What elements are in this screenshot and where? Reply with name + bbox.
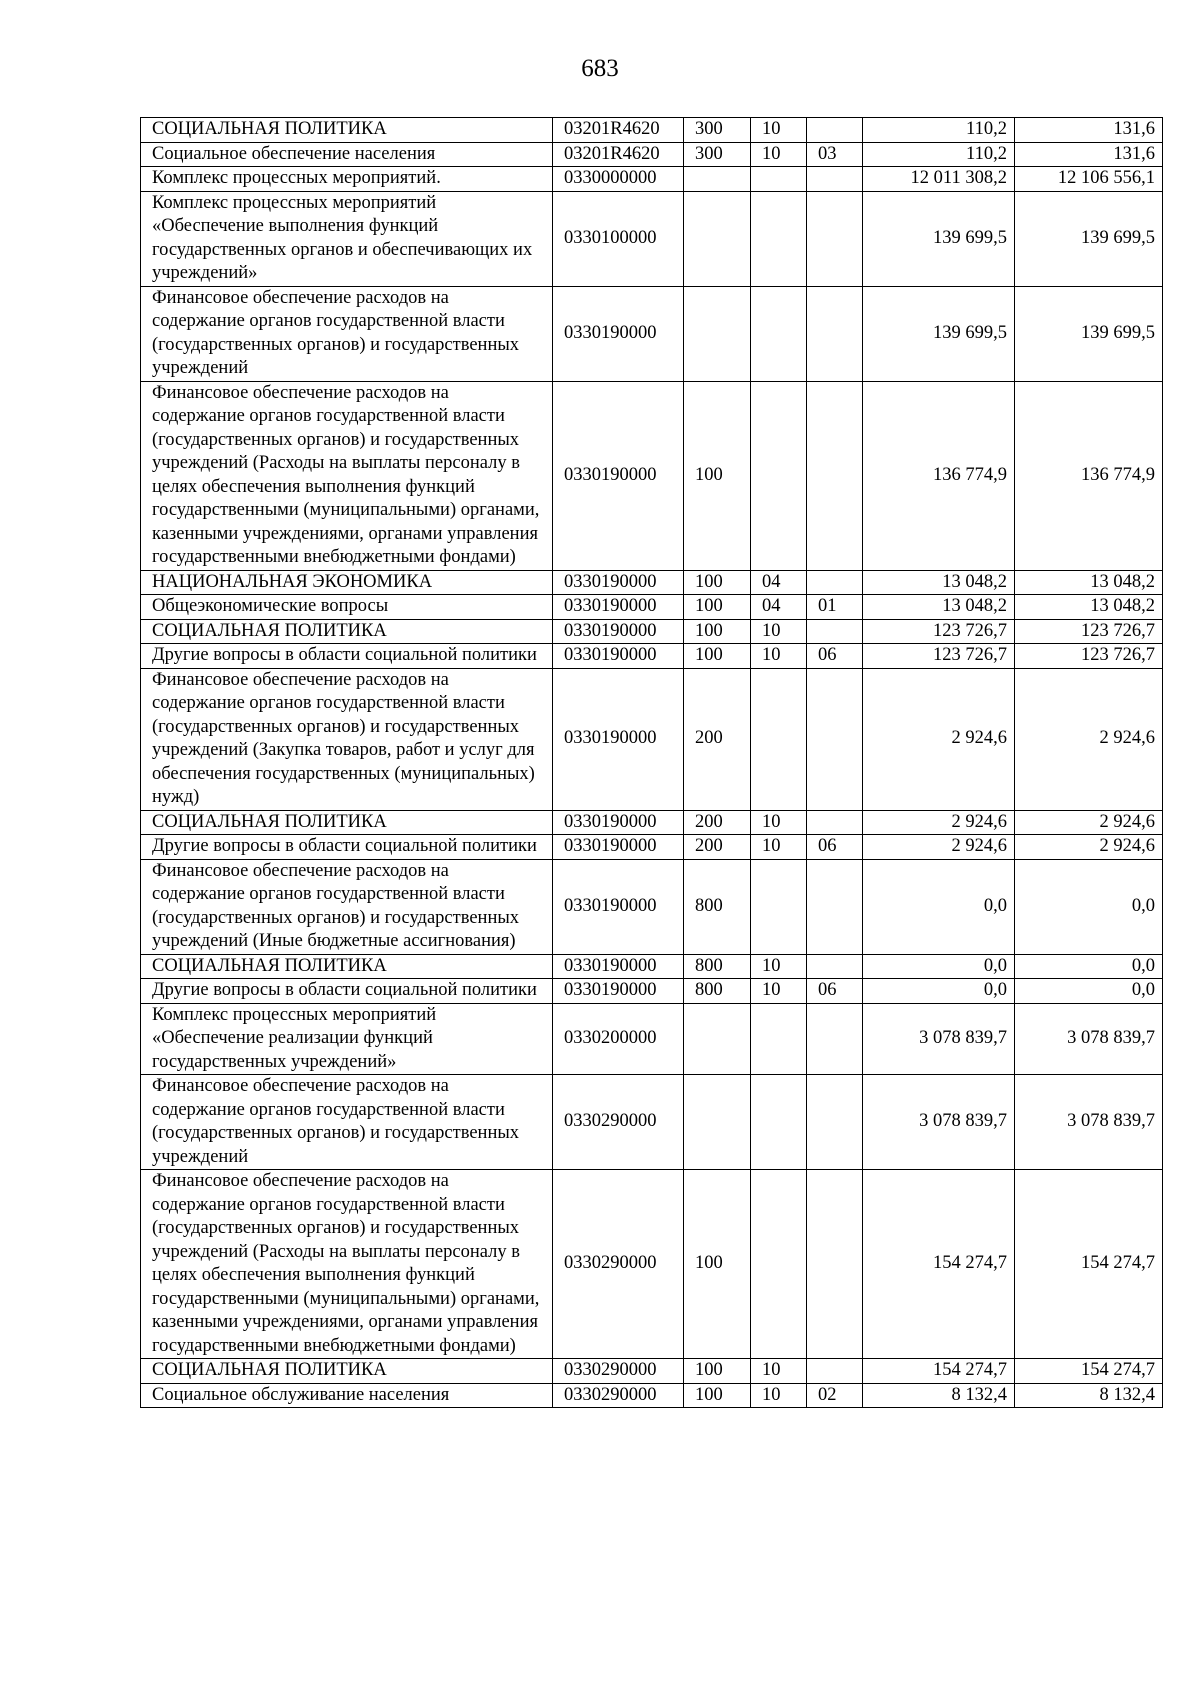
row-expense-type: 300 bbox=[684, 118, 751, 143]
row-section bbox=[751, 1075, 807, 1170]
row-section bbox=[751, 1170, 807, 1359]
row-subsection bbox=[807, 1075, 863, 1170]
row-amount-year-1: 8 132,4 bbox=[863, 1383, 1015, 1408]
row-section: 10 bbox=[751, 619, 807, 644]
row-amount-year-1: 139 699,5 bbox=[863, 191, 1015, 286]
row-amount-year-1: 3 078 839,7 bbox=[863, 1075, 1015, 1170]
row-target-code: 0330290000 bbox=[553, 1075, 684, 1170]
row-name: СОЦИАЛЬНАЯ ПОЛИТИКА bbox=[141, 619, 553, 644]
row-amount-year-1: 0,0 bbox=[863, 954, 1015, 979]
table-row bbox=[141, 118, 1163, 143]
row-expense-type bbox=[684, 1003, 751, 1075]
row-name: Социальное обеспечение населения bbox=[141, 142, 553, 167]
row-section: 10 bbox=[751, 118, 807, 143]
row-subsection bbox=[807, 381, 863, 570]
row-target-code: 0330100000 bbox=[553, 191, 684, 286]
table-row bbox=[141, 381, 1163, 570]
row-name: Финансовое обеспечение расходов на содержание органов государственной власти (государственных органов) и государственных учреждений (Расходы на выплаты персоналу в целях обеспечения выполнения функций государственными (муниципальными) органами, казенными учреждениями, органами управления государственными внебюджетными фондами) bbox=[141, 381, 553, 570]
table-row bbox=[141, 142, 1163, 167]
row-expense-type: 100 bbox=[684, 619, 751, 644]
table-row bbox=[141, 835, 1163, 860]
table-row bbox=[141, 191, 1163, 286]
table-row bbox=[141, 1170, 1163, 1359]
budget-table bbox=[140, 117, 1163, 1408]
row-subsection bbox=[807, 570, 863, 595]
row-target-code: 0330190000 bbox=[553, 286, 684, 381]
row-amount-year-2: 12 106 556,1 bbox=[1015, 167, 1163, 192]
table-row bbox=[141, 570, 1163, 595]
row-expense-type: 200 bbox=[684, 810, 751, 835]
row-section bbox=[751, 286, 807, 381]
row-target-code: 0330290000 bbox=[553, 1383, 684, 1408]
row-amount-year-2: 131,6 bbox=[1015, 118, 1163, 143]
row-subsection: 03 bbox=[807, 142, 863, 167]
row-amount-year-1: 110,2 bbox=[863, 142, 1015, 167]
row-section: 10 bbox=[751, 644, 807, 669]
row-target-code: 0330200000 bbox=[553, 1003, 684, 1075]
row-amount-year-1: 2 924,6 bbox=[863, 810, 1015, 835]
table-row bbox=[141, 859, 1163, 954]
row-target-code: 0330190000 bbox=[553, 859, 684, 954]
row-amount-year-1: 123 726,7 bbox=[863, 644, 1015, 669]
row-amount-year-1: 13 048,2 bbox=[863, 570, 1015, 595]
row-section: 10 bbox=[751, 979, 807, 1004]
table-row bbox=[141, 167, 1163, 192]
row-subsection bbox=[807, 1359, 863, 1384]
row-amount-year-2: 2 924,6 bbox=[1015, 835, 1163, 860]
row-subsection bbox=[807, 1003, 863, 1075]
row-section: 04 bbox=[751, 595, 807, 620]
row-amount-year-1: 0,0 bbox=[863, 859, 1015, 954]
row-subsection: 02 bbox=[807, 1383, 863, 1408]
row-subsection bbox=[807, 191, 863, 286]
row-amount-year-2: 139 699,5 bbox=[1015, 286, 1163, 381]
row-amount-year-2: 154 274,7 bbox=[1015, 1359, 1163, 1384]
row-subsection bbox=[807, 286, 863, 381]
row-target-code: 0330190000 bbox=[553, 954, 684, 979]
row-section: 10 bbox=[751, 954, 807, 979]
row-amount-year-1: 0,0 bbox=[863, 979, 1015, 1004]
row-section: 10 bbox=[751, 142, 807, 167]
row-name: Финансовое обеспечение расходов на содержание органов государственной власти (государственных органов) и государственных учреждений (Иные бюджетные ассигнования) bbox=[141, 859, 553, 954]
row-target-code: 0330190000 bbox=[553, 619, 684, 644]
row-target-code: 0330190000 bbox=[553, 595, 684, 620]
row-subsection bbox=[807, 810, 863, 835]
table-body bbox=[141, 118, 1163, 1408]
row-section bbox=[751, 859, 807, 954]
row-name: Финансовое обеспечение расходов на содержание органов государственной власти (государственных органов) и государственных учреждений (Закупка товаров, работ и услуг для обеспечения государственных (муниципальных) нужд) bbox=[141, 668, 553, 810]
row-name: СОЦИАЛЬНАЯ ПОЛИТИКА bbox=[141, 118, 553, 143]
table-row bbox=[141, 810, 1163, 835]
row-name: Комплекс процессных мероприятий «Обеспечение выполнения функций государственных органов и обеспечивающих их учреждений» bbox=[141, 191, 553, 286]
row-name: Финансовое обеспечение расходов на содержание органов государственной власти (государственных органов) и государственных учреждений bbox=[141, 1075, 553, 1170]
row-section bbox=[751, 167, 807, 192]
row-amount-year-1: 2 924,6 bbox=[863, 835, 1015, 860]
row-amount-year-2: 13 048,2 bbox=[1015, 570, 1163, 595]
row-amount-year-2: 139 699,5 bbox=[1015, 191, 1163, 286]
row-name: Комплекс процессных мероприятий. bbox=[141, 167, 553, 192]
row-expense-type: 100 bbox=[684, 595, 751, 620]
table-row bbox=[141, 979, 1163, 1004]
row-target-code: 03201R4620 bbox=[553, 142, 684, 167]
page-number: 683 bbox=[581, 55, 619, 82]
table-row bbox=[141, 668, 1163, 810]
row-section: 10 bbox=[751, 810, 807, 835]
row-section: 10 bbox=[751, 1383, 807, 1408]
row-expense-type: 100 bbox=[684, 644, 751, 669]
row-section bbox=[751, 668, 807, 810]
row-expense-type bbox=[684, 1075, 751, 1170]
row-expense-type: 100 bbox=[684, 1359, 751, 1384]
row-subsection bbox=[807, 954, 863, 979]
row-target-code: 0330190000 bbox=[553, 979, 684, 1004]
row-name: Другие вопросы в области социальной политики bbox=[141, 835, 553, 860]
row-name: СОЦИАЛЬНАЯ ПОЛИТИКА bbox=[141, 954, 553, 979]
row-target-code: 0330190000 bbox=[553, 668, 684, 810]
row-subsection: 06 bbox=[807, 835, 863, 860]
row-expense-type: 100 bbox=[684, 1383, 751, 1408]
row-amount-year-1: 12 011 308,2 bbox=[863, 167, 1015, 192]
row-subsection bbox=[807, 167, 863, 192]
row-expense-type: 300 bbox=[684, 142, 751, 167]
row-subsection bbox=[807, 1170, 863, 1359]
row-section bbox=[751, 191, 807, 286]
row-amount-year-2: 2 924,6 bbox=[1015, 668, 1163, 810]
row-amount-year-2: 123 726,7 bbox=[1015, 644, 1163, 669]
row-expense-type: 200 bbox=[684, 668, 751, 810]
row-amount-year-2: 3 078 839,7 bbox=[1015, 1075, 1163, 1170]
row-amount-year-1: 154 274,7 bbox=[863, 1170, 1015, 1359]
table-row bbox=[141, 1359, 1163, 1384]
row-target-code: 0330000000 bbox=[553, 167, 684, 192]
row-target-code: 0330290000 bbox=[553, 1170, 684, 1359]
row-expense-type: 100 bbox=[684, 381, 751, 570]
row-amount-year-1: 3 078 839,7 bbox=[863, 1003, 1015, 1075]
row-amount-year-2: 2 924,6 bbox=[1015, 810, 1163, 835]
table-row bbox=[141, 1003, 1163, 1075]
row-amount-year-2: 123 726,7 bbox=[1015, 619, 1163, 644]
row-expense-type: 800 bbox=[684, 859, 751, 954]
row-amount-year-1: 123 726,7 bbox=[863, 619, 1015, 644]
table-row bbox=[141, 619, 1163, 644]
row-name: Комплекс процессных мероприятий «Обеспечение реализации функций государственных учреждений» bbox=[141, 1003, 553, 1075]
row-name: Финансовое обеспечение расходов на содержание органов государственной власти (государственных органов) и государственных учреждений (Расходы на выплаты персоналу в целях обеспечения выполнения функций государственными (муниципальными) органами, казенными учреждениями, органами управления государственными внебюджетными фондами) bbox=[141, 1170, 553, 1359]
table-row bbox=[141, 1075, 1163, 1170]
row-subsection: 01 bbox=[807, 595, 863, 620]
row-target-code: 0330190000 bbox=[553, 835, 684, 860]
row-name: Общеэкономические вопросы bbox=[141, 595, 553, 620]
row-name: Другие вопросы в области социальной политики bbox=[141, 644, 553, 669]
row-expense-type: 800 bbox=[684, 979, 751, 1004]
row-section: 04 bbox=[751, 570, 807, 595]
table-row bbox=[141, 954, 1163, 979]
row-name: Финансовое обеспечение расходов на содержание органов государственной власти (государственных органов) и государственных учреждений bbox=[141, 286, 553, 381]
row-name: НАЦИОНАЛЬНАЯ ЭКОНОМИКА bbox=[141, 570, 553, 595]
row-section bbox=[751, 381, 807, 570]
row-amount-year-1: 136 774,9 bbox=[863, 381, 1015, 570]
row-amount-year-2: 13 048,2 bbox=[1015, 595, 1163, 620]
row-target-code: 0330290000 bbox=[553, 1359, 684, 1384]
row-target-code: 0330190000 bbox=[553, 644, 684, 669]
row-name: Социальное обслуживание населения bbox=[141, 1383, 553, 1408]
row-expense-type: 100 bbox=[684, 570, 751, 595]
row-target-code: 0330190000 bbox=[553, 810, 684, 835]
table-row bbox=[141, 286, 1163, 381]
row-subsection: 06 bbox=[807, 644, 863, 669]
table-row bbox=[141, 595, 1163, 620]
row-expense-type bbox=[684, 286, 751, 381]
row-name: СОЦИАЛЬНАЯ ПОЛИТИКА bbox=[141, 810, 553, 835]
row-subsection bbox=[807, 859, 863, 954]
row-amount-year-1: 154 274,7 bbox=[863, 1359, 1015, 1384]
row-subsection: 06 bbox=[807, 979, 863, 1004]
row-amount-year-1: 139 699,5 bbox=[863, 286, 1015, 381]
row-amount-year-2: 136 774,9 bbox=[1015, 381, 1163, 570]
row-target-code: 0330190000 bbox=[553, 570, 684, 595]
row-amount-year-1: 13 048,2 bbox=[863, 595, 1015, 620]
row-expense-type: 100 bbox=[684, 1170, 751, 1359]
row-expense-type bbox=[684, 191, 751, 286]
row-expense-type bbox=[684, 167, 751, 192]
row-amount-year-2: 0,0 bbox=[1015, 954, 1163, 979]
row-target-code: 03201R4620 bbox=[553, 118, 684, 143]
table-row bbox=[141, 1383, 1163, 1408]
row-amount-year-1: 110,2 bbox=[863, 118, 1015, 143]
row-amount-year-2: 8 132,4 bbox=[1015, 1383, 1163, 1408]
row-section: 10 bbox=[751, 835, 807, 860]
row-name: Другие вопросы в области социальной политики bbox=[141, 979, 553, 1004]
row-subsection bbox=[807, 118, 863, 143]
row-name: СОЦИАЛЬНАЯ ПОЛИТИКА bbox=[141, 1359, 553, 1384]
row-amount-year-2: 0,0 bbox=[1015, 859, 1163, 954]
row-amount-year-2: 0,0 bbox=[1015, 979, 1163, 1004]
row-amount-year-2: 154 274,7 bbox=[1015, 1170, 1163, 1359]
row-target-code: 0330190000 bbox=[553, 381, 684, 570]
row-section: 10 bbox=[751, 1359, 807, 1384]
row-subsection bbox=[807, 619, 863, 644]
row-expense-type: 800 bbox=[684, 954, 751, 979]
table-row bbox=[141, 644, 1163, 669]
row-amount-year-2: 131,6 bbox=[1015, 142, 1163, 167]
row-expense-type: 200 bbox=[684, 835, 751, 860]
row-subsection bbox=[807, 668, 863, 810]
row-amount-year-2: 3 078 839,7 bbox=[1015, 1003, 1163, 1075]
row-section bbox=[751, 1003, 807, 1075]
row-amount-year-1: 2 924,6 bbox=[863, 668, 1015, 810]
